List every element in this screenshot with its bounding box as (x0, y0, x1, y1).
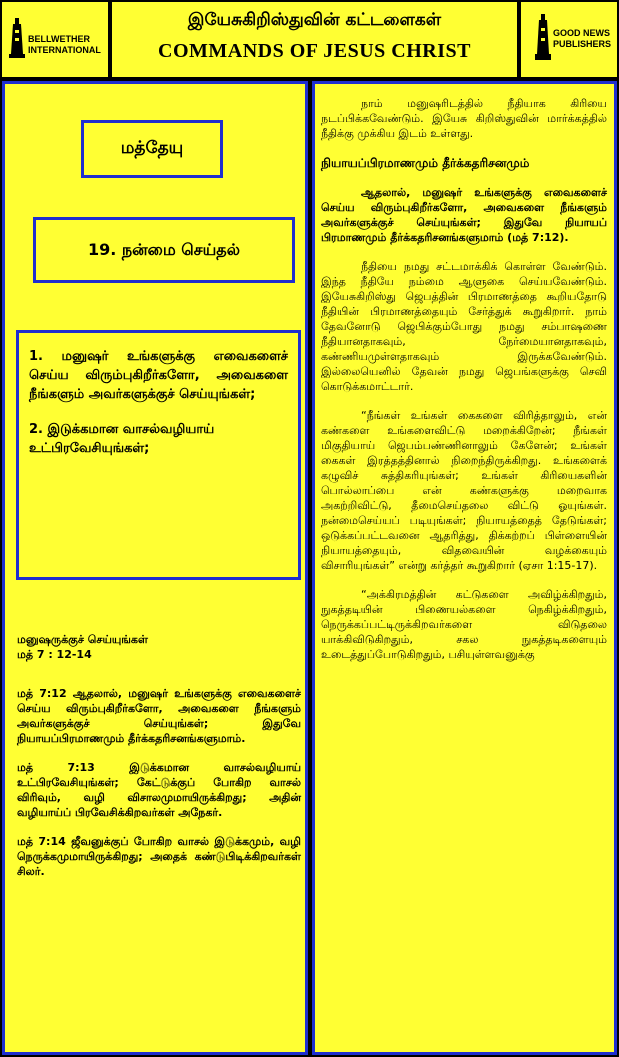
command-point-1: 1. மனுஷர் உங்களுக்கு எவைகளைச் செய்ய விரும்புகிறீர்களோ, அவைகளை நீங்களும் அவர்களுக்குச் செய்யுங்கள்; (29, 349, 288, 402)
chapter-title-box (33, 217, 295, 283)
bellwether-logo-line2: INTERNATIONAL (28, 45, 101, 55)
commentary-paragraph-4: “நீங்கள் உங்கள் கைகளை விரித்தாலும், என் கண்களை உங்களைவிட்டு மறைக்கிறேன்; நீங்கள் மிகுதியாய் ஜெபம்பண்ணினாலும் கேளேன்; உங்கள் கைகள் இரத்தத்தினால் நிறைந்திருக்கிறது. உங்களைக் கழுவிச் சுத்திகரியுங்கள்; உங்கள் கிரியைகளின் பொல்லாப்பை என் கண்களுக்கு மறைவாக அகற்றிவிட்டு, தீமைசெய்தலை விட்டு ஓயுங்கள். நன்மைசெய்யப் படியுங்கள்; நியாயத்தைத் தேடுங்கள்; ஒடுக்கப்பட்டவனை ஆதரித்து, திக்கற்றப் பிள்ளையின் நியாயத்தையும், விதவையின் வழக்கையும் விசாரியுங்கள்” என்று கர்த்தர் கூறுகிறார் (ஏசா 1:15-17). (321, 409, 607, 572)
chapter-title: 19. நன்மை செய்தல் (87, 239, 240, 259)
book-title-box (81, 120, 223, 178)
good-news-logo-line1: GOOD NEWS (553, 28, 611, 38)
commentary-paragraph-2: ஆதலால், மனுஷர் உங்களுக்கு எவைகளைச் செய்ய விரும்புகிறீர்களோ, அவைகளை நீங்களும் அவர்களுக்குச் செய்யுங்கள்; இதுவே நியாயப் பிரமாணமும் தீர்க்கதரிசனங்களுமாம் (மத் 7:12). (321, 186, 607, 244)
commands-summary-box (16, 330, 301, 580)
commentary-paragraph-5: “அக்கிரமத்தின் கட்டுகளை அவிழ்க்கிறதும், நுகத்தடியின் பிணையல்களை நெகிழ்க்கிறதும், நெருக்கப்பட்டிருக்கிறவர்களை விடுதலை யாக்கிவிடுகிறதும், சகல நுகத்தடிகளையும் உடைத்துப்போடுகிறதும், பசியுள்ளவனுக்கு (321, 588, 607, 661)
verse-7-13: மத் 7:13 இடுக்கமான வாசல்வழியாய் உட்பிரவேசியுங்கள்; கேட்டுக்குப் போகிற வாசல் விரிவும், வழி விசாலமுமாயிருக்கிறது; அதின் வழியாய்ப் பிரவேசிக்கிறவர்கள் அநேகர். (17, 761, 301, 819)
bellwether-logo (8, 18, 101, 58)
left-column (2, 81, 308, 1055)
header-right-logo-panel (521, 2, 617, 77)
bellwether-tower-icon (8, 18, 26, 58)
good-news-logo (535, 14, 611, 60)
good-news-tower-icon (535, 14, 551, 60)
scripture-section (17, 632, 301, 893)
verse-7-14: மத் 7:14 ஜீவனுக்குப் போகிற வாசல் இடுக்கமும், வழி நெருக்கமுமாயிருக்கிறது; அதைக் கண்டுபிடிக்கிறவர்கள் சிலர். (17, 835, 301, 878)
header-left-logo-panel (2, 2, 108, 77)
commentary-paragraph-1: நாம் மனுஷரிடத்தில் நீதியாக கிரியை நடப்பிக்கவேண்டும். இயேசு கிறிஸ்துவின் மார்க்கத்தில் நீதிக்கு முக்கிய இடம் உள்ளது. (321, 97, 607, 140)
command-point-2: 2. இடுக்கமான வாசல்வழியாய் உட்பிரவேசியுங்கள்; (29, 422, 215, 456)
commentary-paragraph-3: நீதியை நமது சட்டமாக்கிக் கொள்ள வேண்டும். இந்த நீதியே நம்மை ஆளுகை செய்யவேண்டும். இயேசுகிறிஸ்து ஜெபத்தின் பிரமாணத்தை கூறியதோடு நீதியின் பிரமாணத்தையும் சேர்த்துக் கூறுகிறார். நாம் தேவனோடு ஜெபிக்கும்போது நமது சம்பாஷணை நீதியானதாகவும், நேர்மையானதாகவும், கண்ணியமுள்ளதாகவும் இருக்கவேண்டும். இல்லையெனில் தேவன் நமது ஜெபங்களுக்கு செவி கொடுக்கமாட்டார். (321, 260, 607, 393)
section-title: மனுஷருக்குச் செய்யுங்கள் (17, 633, 148, 646)
bellwether-logo-line1: BELLWETHER (28, 34, 90, 44)
header-title-panel (112, 2, 517, 77)
commentary-text (321, 96, 607, 676)
right-column (312, 81, 617, 1055)
page-title-english: COMMANDS OF JESUS CHRIST (158, 40, 471, 62)
good-news-logo-line2: PUBLISHERS (553, 39, 612, 49)
book-title: மத்தேயு (120, 138, 184, 158)
section-reference: மத் 7 : 12-14 (17, 648, 92, 661)
page-title-tamil: இயேசுகிறிஸ்துவின் கட்டளைகள் (187, 10, 442, 30)
verse-7-12: மத் 7:12 ஆதலால், மனுஷர் உங்களுக்கு எவைகளைச் செய்ய விரும்புகிறீர்களோ, அவைகளை நீங்களும் அவர்களுக்குச் செய்யுங்கள்; இதுவே நியாயப்பிரமாணமும் தீர்க்கதரிசனங்களுமாம். (17, 687, 301, 745)
commentary-heading: நியாயப்பிரமாணமும் தீர்க்கதரிசனமும் (321, 156, 530, 170)
